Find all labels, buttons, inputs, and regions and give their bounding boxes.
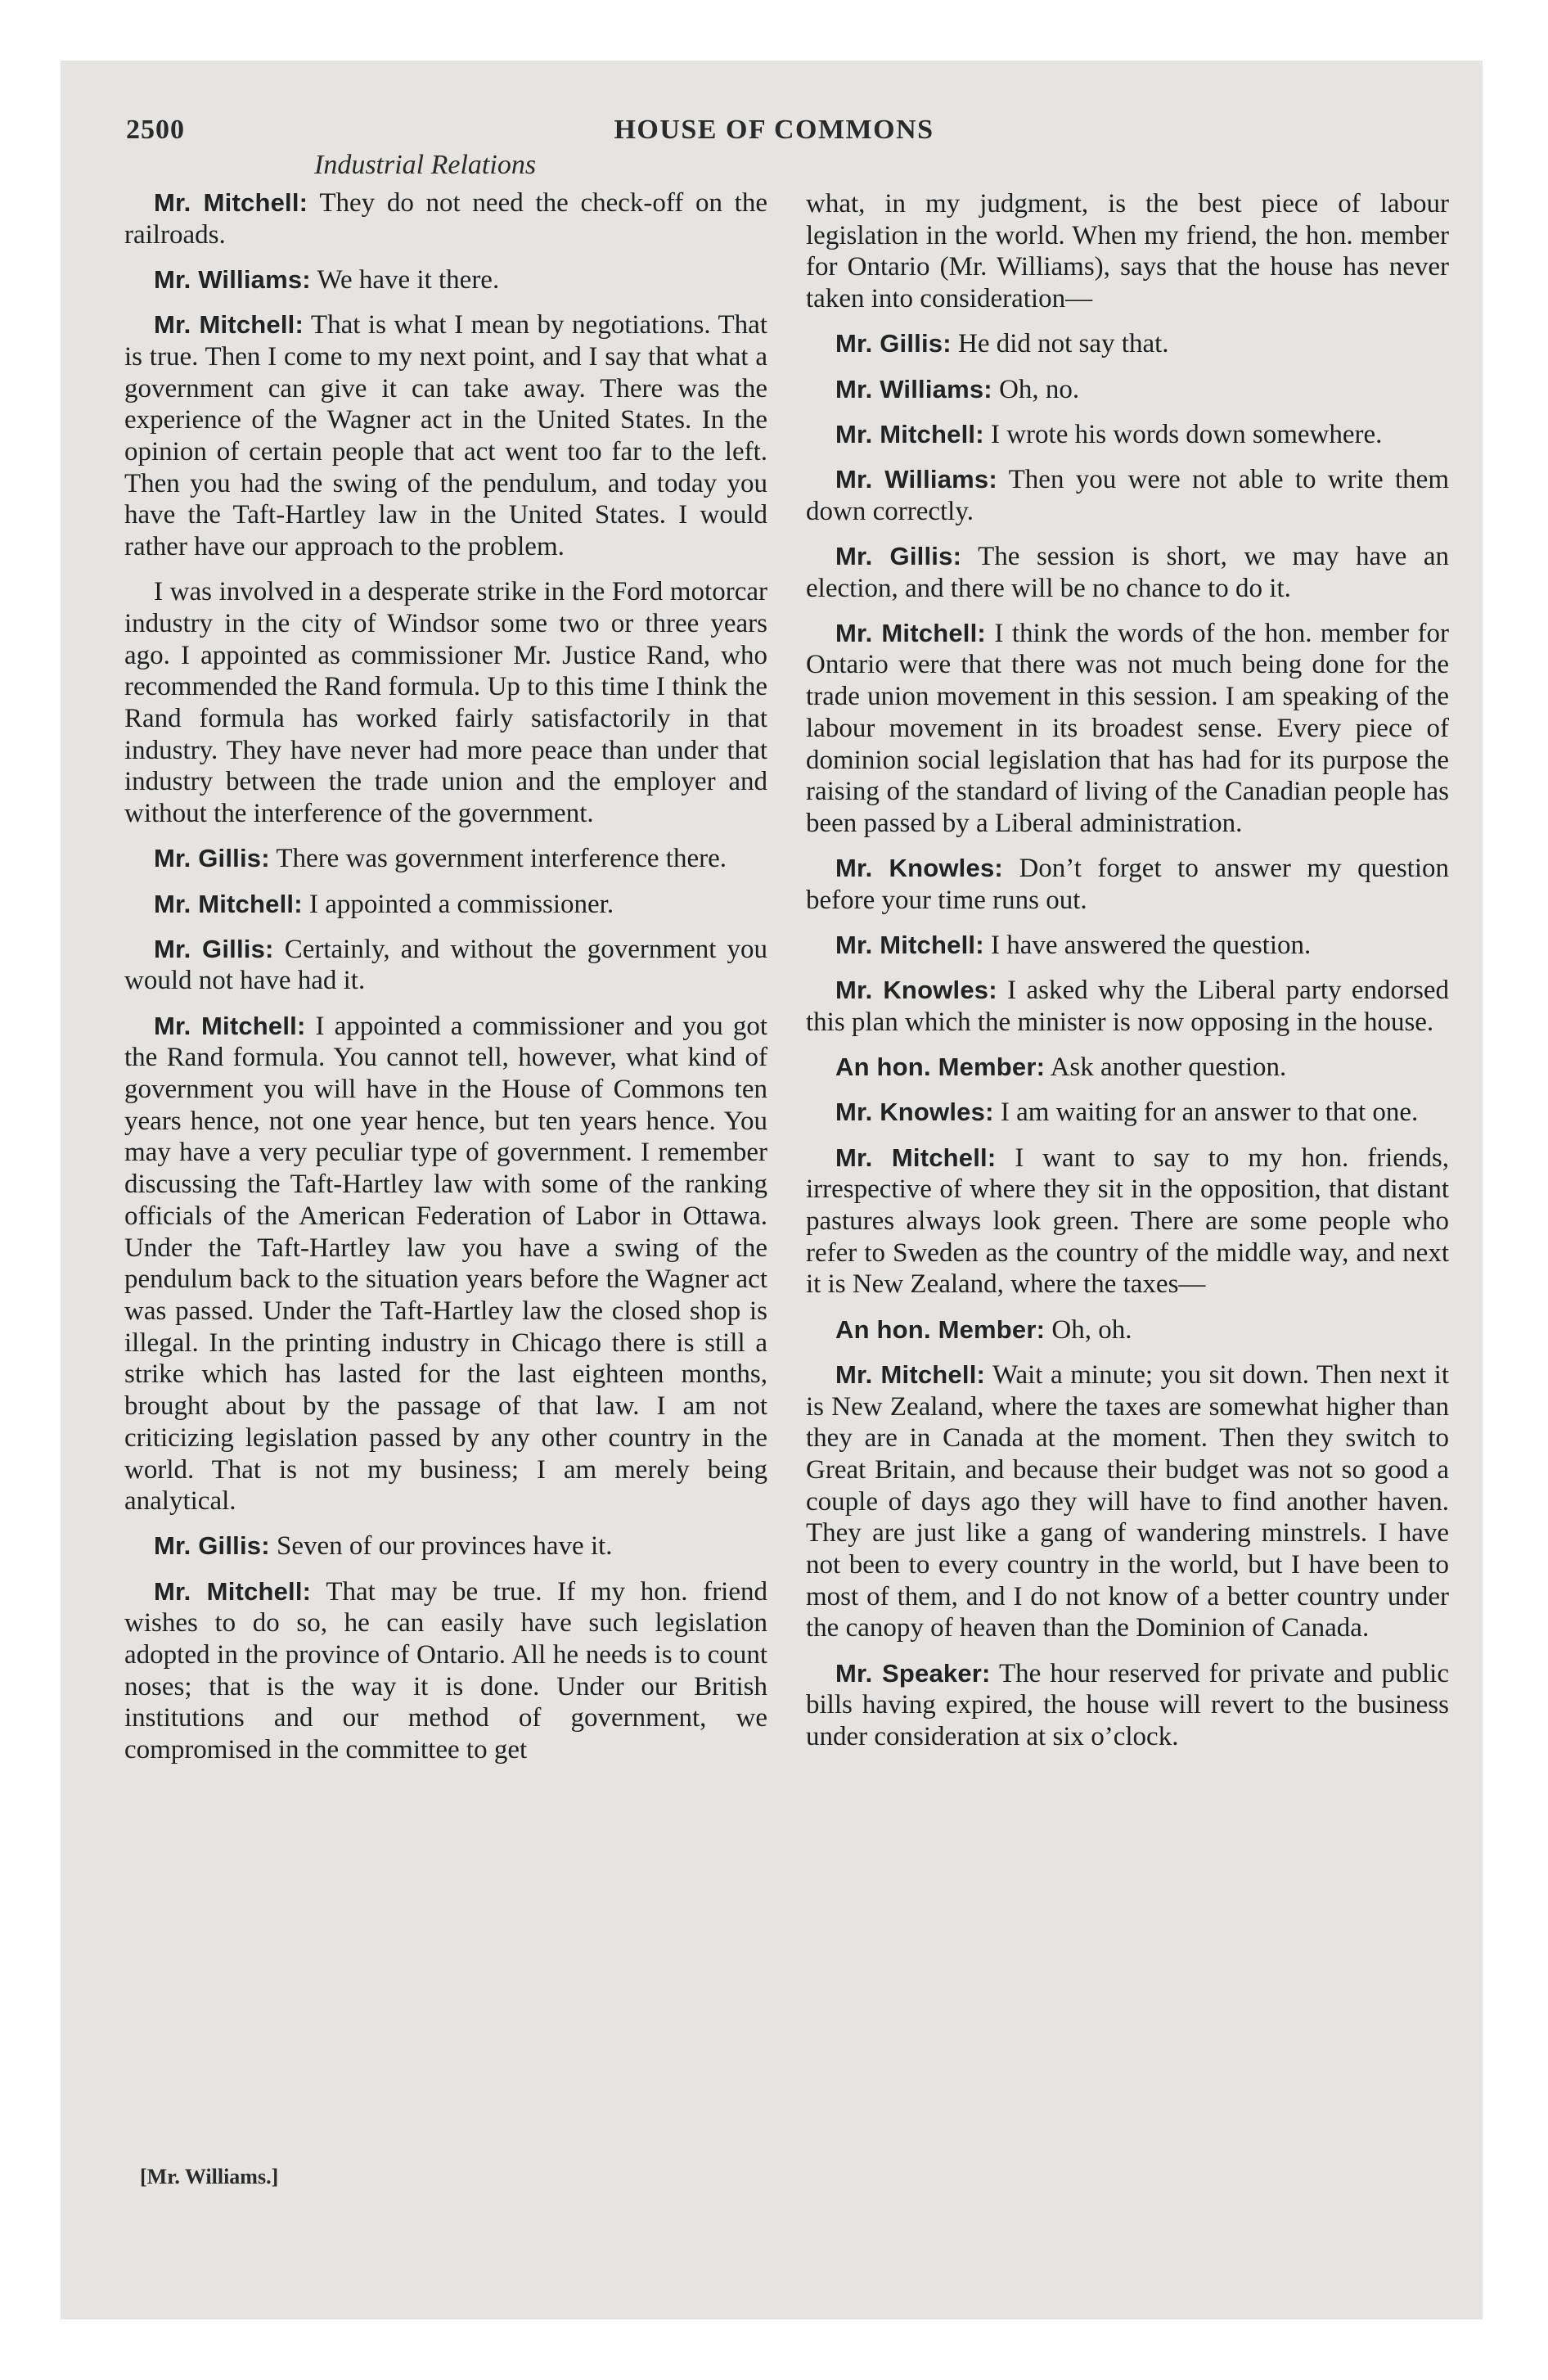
speaker-name: Mr. Knowles: [835,854,1003,883]
paragraph [806,1359,1449,1644]
paragraph [806,188,1449,315]
speaker-name: Mr. Gillis: [835,329,952,358]
speaker-name: Mr. Speaker: [835,1658,991,1688]
speaker-name: Mr. Mitchell: [835,618,986,647]
speech-text: The session is short, we may have an election, and there will be no chance to do it. [806,541,1450,603]
speech-text: They do not need the check-off on the railroads. [124,188,767,250]
speech-text: Ask another question. [1045,1053,1287,1083]
speaker-name: Mr. Knowles: [835,976,997,1005]
speaker-name: Mr. Mitchell: [154,188,308,217]
speech-text: Oh, no. [992,374,1080,404]
speech-text: I think the words of the hon. member for Ontario were that there was not much being done for the trade union movement in this session. I am speaking of the labour movement in its broadest sense. Every piece of dominion social legislation that has had for its purpose the raising of the standard of living of the Canadian people has been passed by a Liberal administration. [806,618,1449,838]
paragraph [124,1576,767,1766]
paragraph [806,1052,1449,1084]
paragraph [806,975,1449,1038]
speech-text: what, in my judgment, is the best piece of labour legislation in the world. When my friend, the hon. member for Ontario (Mr. Williams), says that the house has never taken into consideration— [806,189,1449,314]
speech-text: I appointed a commissioner and you got the Rand formula. You cannot tell, however, what kind of government you will have in the House of Commons ten years hence, not one year hence, but ten years hence. You may have a very peculiar type of government. I remember discussing the Taft-Hartley law with some of the ranking officials of the American Federation of Labor in Ottawa. Under the Taft-Hartley law you have a swing of the pendulum back to the situation years before the Wagner act was passed. Under the Taft-Hartley law the closed shop is illegal. In the printing industry in Chicago there is still a strike which has lasted for the last eighteen months, brought about by the passage of that law. I am not criticizing legislation passed by any other country in the world. That is not my business; I am merely being analytical. [124,1011,767,1517]
speaker-name: Mr. Mitchell: [154,889,303,918]
paragraph [806,930,1449,962]
speech-text: Oh, oh. [1045,1314,1132,1345]
speaker-name: An hon. Member: [835,1053,1046,1082]
speaker-name: Mr. Williams: [835,374,992,403]
speaker-name: Mr. Gillis: [154,844,270,873]
paragraph [124,843,767,875]
speaker-name: Mr. Williams: [835,464,997,494]
left-column [124,187,767,1779]
paragraph [806,328,1449,360]
speech-text: I was involved in a desperate strike in the Ford motorcar industry in the city of Windsor some two or three years ago. I appointed as commissioner Mr. Justice Rand, who recommended the Rand formula. Up to this time I think the Rand formula has worked fairly satisfactorily in that industry. They have never had more peace than under that industry between the trade union and the employer and without the interference of the government. [124,577,767,829]
speech-text: I am waiting for an answer to that one. [993,1098,1419,1128]
speech-text: There was government interference there. [269,844,727,874]
speech-text: I asked why the Liberal party endorsed this plan which the minister is now opposing in the house. [806,976,1450,1037]
speaker-name: Mr. Williams: [154,264,311,294]
paragraph [806,1314,1449,1346]
paragraph [124,309,767,563]
speech-text: Certainly, and without the government you would not have had it. [124,934,768,996]
speaker-name: Mr. Mitchell: [835,1359,986,1389]
speaker-name: Mr. Knowles: [835,1098,994,1127]
speaker-name: Mr. Mitchell: [835,419,984,449]
speech-text: That is what I mean by negotiations. That is true. Then I come to my next point, and I say that what a government can give it can take away. There was the experience of the Wagner act in the United States. In the opinion of certain people that act went too far to the left. Then you had the swing of the pendulum, and today you have the Taft-Hartley law in the United States. I would rather have our approach to the problem. [124,310,767,562]
paragraph [124,1011,767,1517]
paragraph [124,187,767,250]
speech-text: The hour reserved for private and public bills having expired, the house will revert to the business under consideration at six o’clock. [806,1658,1449,1752]
paragraph [124,576,767,830]
speech-text: We have it there. [310,264,500,295]
paragraph [806,853,1449,916]
page-number: 2500 [126,115,185,145]
speech-text: Wait a minute; you sit down. Then next it is New Zealand, where the taxes are somewhat higher than they are in Canada at the moment. Then they switch to Great Britain, and because their budget was not so good a couple of days ago they will have to find another haven. They are just like a gang of wandering minstrels. I have not been to every country in the world, but I have been to most of them, and I do not know of a better country under the canopy of heaven than the Dominion of Canada. [806,1359,1449,1643]
speaker-name: An hon. Member: [835,1314,1046,1344]
speech-text: I have answered the question. [983,931,1312,961]
speaker-name: Mr. Gillis: [154,934,274,963]
speech-text: I wrote his words down somewhere. [983,419,1383,449]
speaker-name: Mr. Gillis: [835,541,962,570]
page-footer: [Mr. Williams.] [140,2165,279,2188]
speech-text: That may be true. If my hon. friend wishes to do so, he can easily have such legislation adopted in the province of Ontario. All he needs is to count noses; that is the way it is done. Under our British institutions and our method of government, we compromised in the committee to get [124,1576,767,1765]
paragraph [124,889,767,921]
paragraph [124,934,767,997]
speech-text: I want to say to my hon. friends, irrespective of where they sit in the opposition, that distant pastures always look green. There are some people who refer to Sweden as the country of the middle way, and next it is New Zealand, where the taxes— [806,1143,1449,1300]
paragraph [806,374,1449,406]
paragraph [806,541,1449,604]
paragraph [806,464,1449,527]
speech-text: Then you were not able to write them down correctly. [806,464,1449,526]
speaker-name: Mr. Mitchell: [154,310,304,340]
paragraph [806,1658,1449,1753]
speaker-name: Mr. Mitchell: [835,931,984,960]
paragraph [806,618,1449,840]
paragraph [124,264,767,296]
speaker-name: Mr. Mitchell: [154,1576,312,1606]
speaker-name: Mr. Mitchell: [154,1011,306,1040]
right-column [806,188,1449,1766]
speech-text: He did not say that. [951,329,1169,359]
speaker-name: Mr. Mitchell: [835,1143,997,1172]
speech-text: I appointed a commissioner. [302,889,614,919]
speech-text: Seven of our provinces have it. [269,1531,613,1562]
paragraph [806,419,1449,451]
paragraph [124,1530,767,1562]
paragraph [806,1097,1449,1129]
paragraph [806,1143,1449,1301]
section-heading: Industrial Relations [314,150,537,180]
running-head: HOUSE OF COMMONS [614,115,934,145]
speaker-name: Mr. Gillis: [154,1531,270,1561]
speech-text: Don’t forget to answer my question before your time runs out. [806,854,1449,915]
